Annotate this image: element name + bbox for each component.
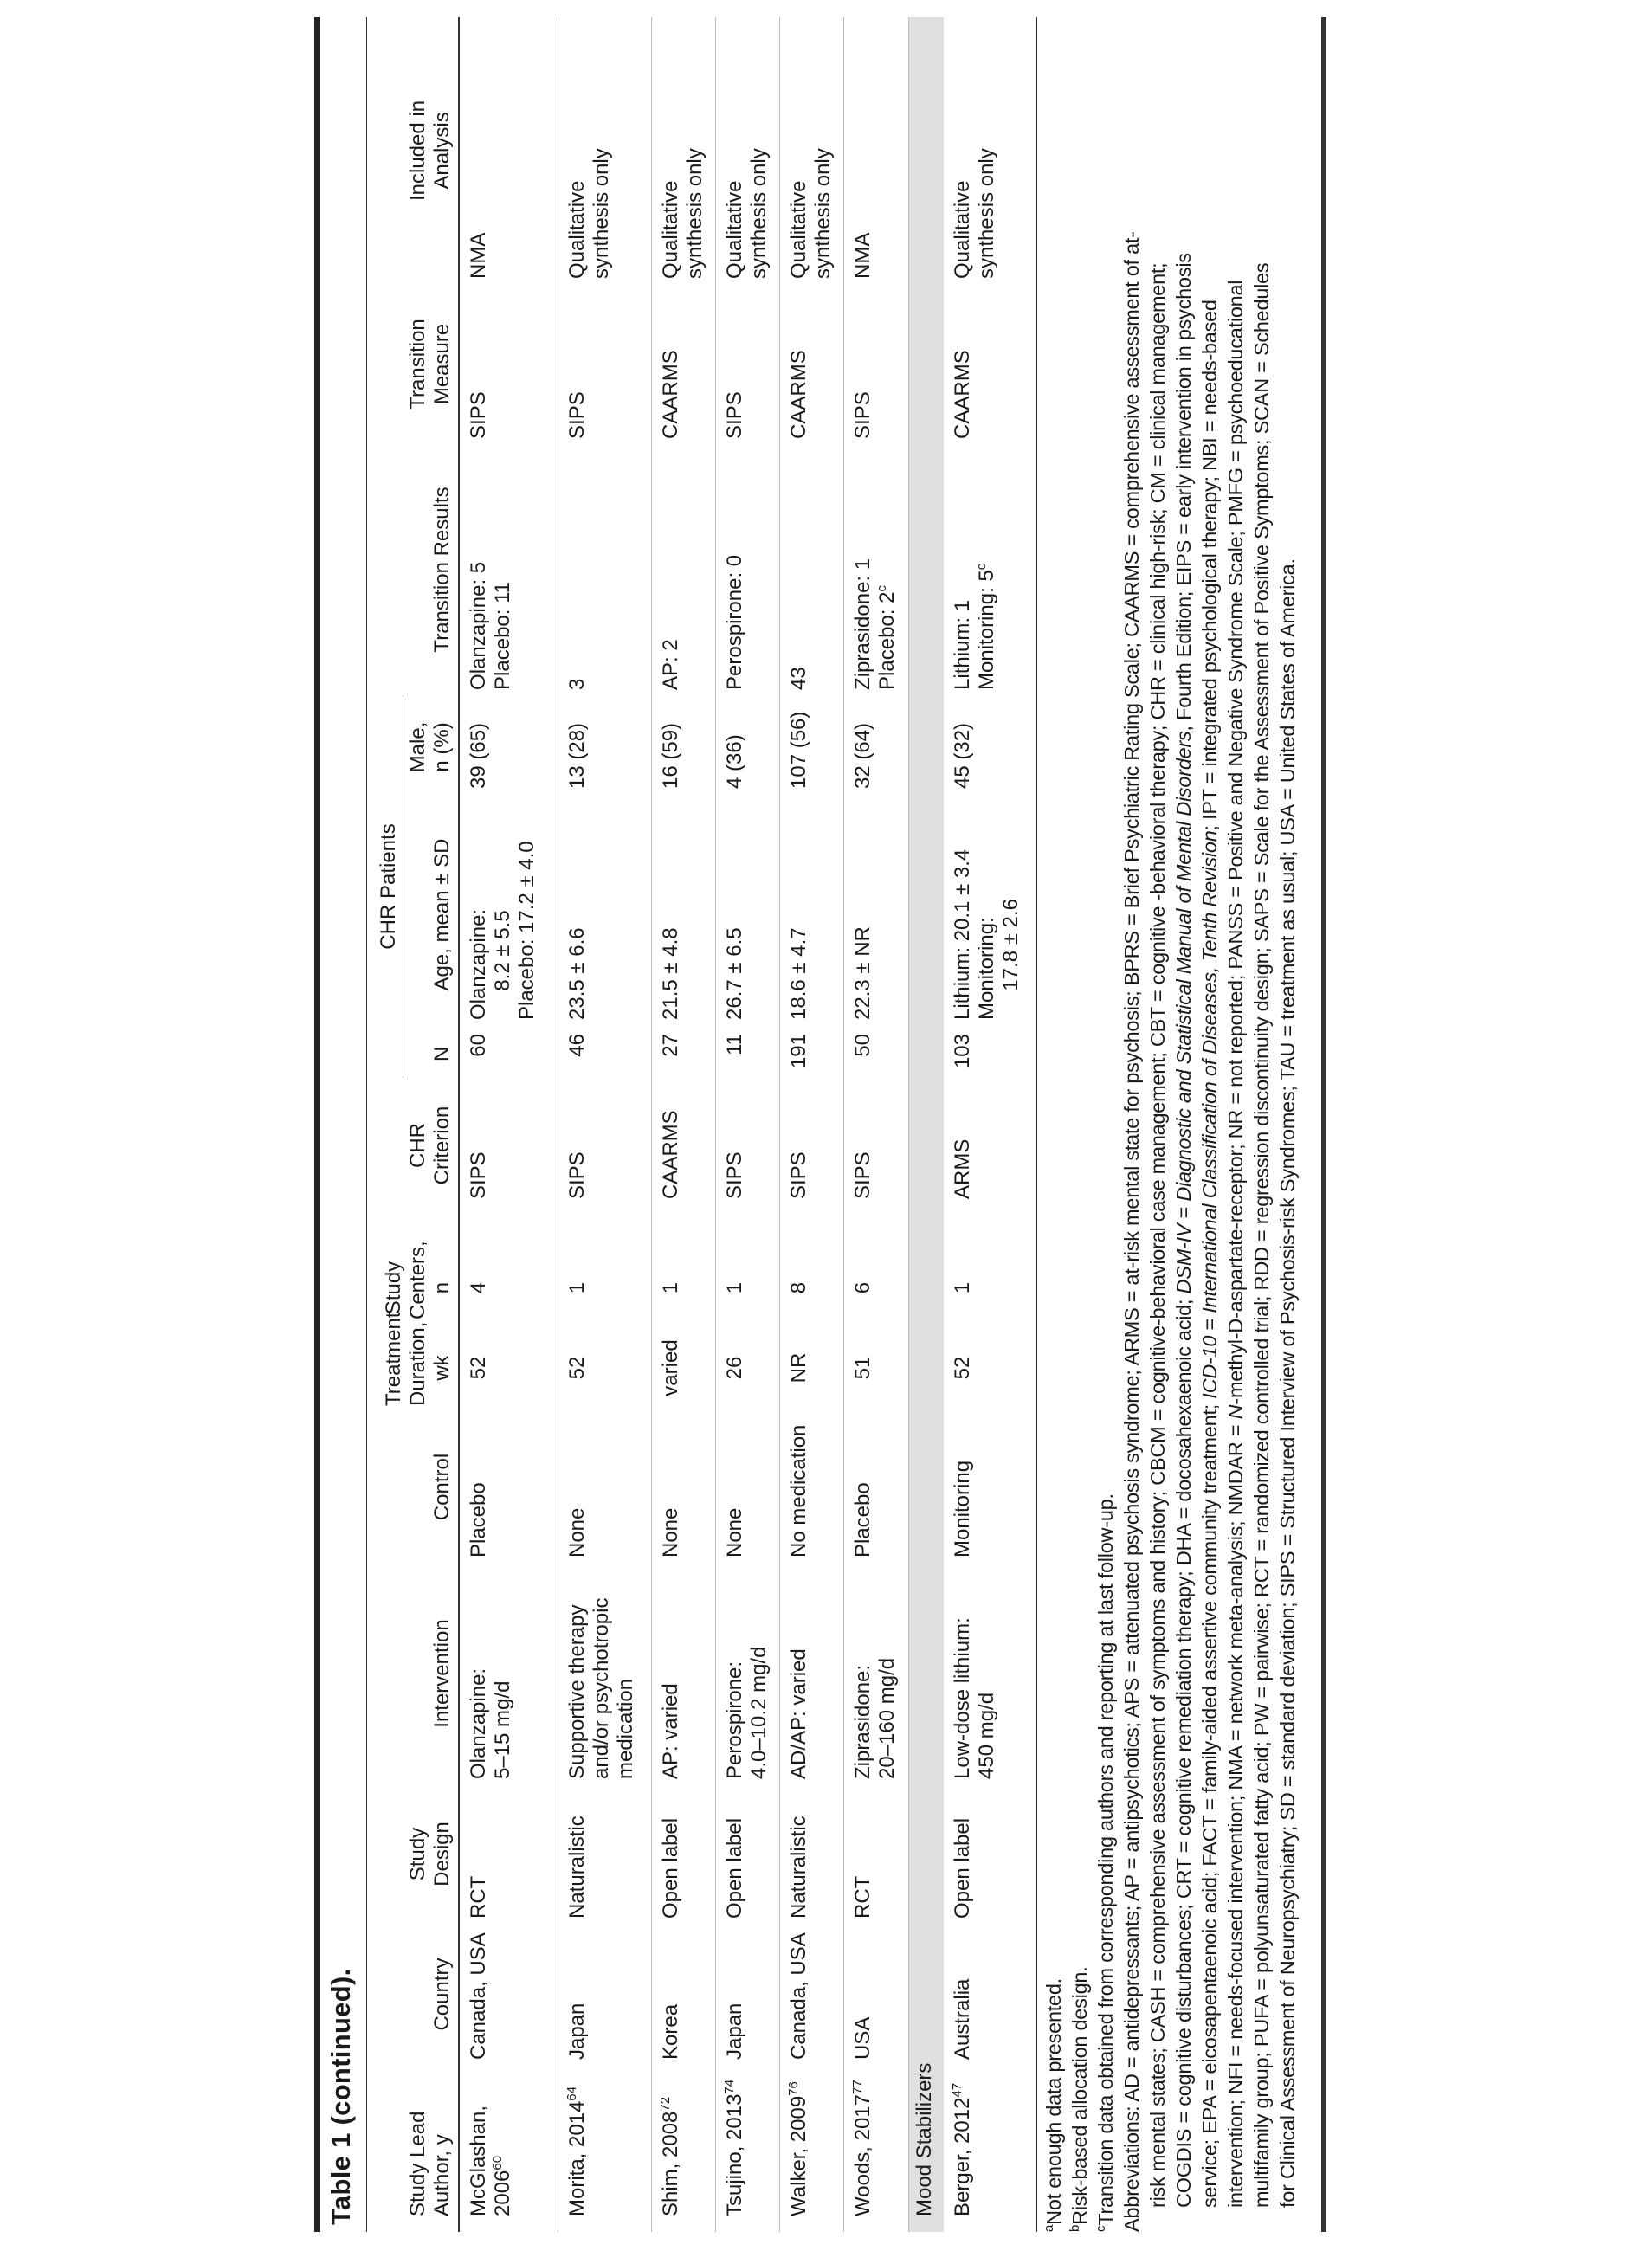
author-text: Shim, 2008 [659, 2111, 682, 2216]
results-text: Perospirone: 0 [723, 554, 746, 690]
results-text: 3 [565, 678, 589, 690]
header-design: Study Design [367, 1784, 459, 1924]
age-text: 18.6 ± 4.7 [787, 927, 810, 1020]
cell-criterion [716, 1078, 780, 1251]
cell-control [459, 1411, 558, 1563]
measure-text: CAARMS [659, 350, 682, 439]
cell-male [652, 695, 716, 799]
control-text: Monitoring [951, 1460, 974, 1558]
author-text: Tsujino, 2013 [723, 2093, 746, 2216]
cell-author [558, 2065, 652, 2232]
cell-centers [844, 1251, 909, 1325]
cell-included [652, 17, 716, 284]
cell-control [716, 1411, 780, 1563]
abbreviations-line [1119, 16, 1145, 2232]
criterion-text: SIPS [851, 1151, 874, 1199]
country-text: Korea [659, 2003, 682, 2060]
duration-text: 52 [565, 1356, 589, 1380]
cell-duration [844, 1325, 909, 1411]
intervention-text: AD/AP: varied [787, 1648, 810, 1779]
cell-criterion [652, 1078, 716, 1251]
cell-n [459, 1030, 558, 1078]
cell-centers [944, 1251, 1036, 1325]
abbreviation-text: N [1224, 1404, 1247, 1420]
cell-age [716, 799, 780, 1030]
n-text: 27 [659, 1034, 682, 1057]
cell-author [652, 2065, 716, 2232]
n-text: 60 [466, 1034, 490, 1057]
control-text: Placebo [851, 1482, 874, 1558]
abbreviation-text: -methyl-D-aspartate-receptor; NR = not reported; PANSS = Positive and Negative Syndrome Scale; PMFG = psychoeducational [1224, 280, 1247, 1405]
country-text: Canada, USA [787, 1932, 810, 2060]
cell-male [716, 695, 780, 799]
n-text: 50 [851, 1034, 874, 1057]
author-text: Walker, 2009 [787, 2095, 810, 2216]
header-male: Male, n (%) [403, 695, 459, 799]
cell-design [780, 1784, 844, 1924]
criterion-text: ARMS [951, 1138, 974, 1199]
section-label: Mood Stabilizers [909, 17, 945, 2232]
measure-text: SIPS [466, 391, 490, 439]
header-criterion: CHR Criterion [367, 1078, 459, 1251]
table-row [780, 17, 844, 2232]
measure-text: SIPS [565, 391, 589, 439]
cell-centers [652, 1251, 716, 1325]
duration-text: varied [659, 1339, 682, 1396]
intervention-text: Perospirone: 4.0–10.2 mg/d [723, 1646, 771, 1779]
reference-number: 64 [565, 2086, 579, 2101]
cell-criterion [780, 1078, 844, 1251]
criterion-text: SIPS [466, 1151, 490, 1199]
cell-criterion [944, 1078, 1036, 1251]
cell-centers [459, 1251, 558, 1325]
cell-country [652, 1924, 716, 2065]
cell-intervention [844, 1563, 909, 1784]
reference-number: 74 [722, 2079, 737, 2094]
cell-n [944, 1030, 1036, 1078]
table-row [716, 17, 780, 2232]
cell-country [780, 1924, 844, 2065]
cell-control [944, 1411, 1036, 1563]
male-text: 32 (64) [851, 722, 874, 789]
male-text: 39 (65) [466, 722, 490, 789]
cell-measure [844, 284, 909, 444]
footnote [1067, 16, 1093, 2232]
cell-measure [652, 284, 716, 444]
abbreviation-text: Diagnostic and Statistical Manual of Mental Disorders [1172, 731, 1195, 1202]
reference-number: 77 [850, 2080, 865, 2094]
author-text: Morita, 2014 [565, 2100, 589, 2216]
cell-male [844, 695, 909, 799]
abbreviation-text: ICD-10 [1198, 1335, 1221, 1399]
criterion-text: SIPS [787, 1151, 810, 1199]
included-text: NMA [851, 232, 874, 279]
cell-intervention [652, 1563, 716, 1784]
cell-design [652, 1784, 716, 1924]
measure-text: CAARMS [951, 350, 974, 439]
reference-number: 60 [489, 2155, 505, 2170]
reference-number: 76 [786, 2081, 801, 2096]
footnote-text: Risk-based allocation design. [1068, 1966, 1091, 2225]
age-text: 22.3 ± NR [851, 926, 874, 1020]
centers-text: 1 [951, 1281, 974, 1294]
studies-table [366, 17, 1037, 2232]
cell-included [780, 17, 844, 284]
footnote-marker: c [874, 585, 889, 592]
country-text: Canada, USA [466, 1932, 490, 2060]
author-text: Woods, 2017 [851, 2094, 874, 2216]
age-text: 23.5 ± 6.6 [565, 927, 589, 1020]
design-text: RCT [851, 1875, 874, 1919]
table-row [944, 17, 1036, 2232]
results-text: 43 [787, 667, 810, 690]
centers-text: 8 [787, 1281, 810, 1294]
cell-age [780, 799, 844, 1030]
cell-design [716, 1784, 780, 1924]
intervention-text: AP: varied [659, 1683, 682, 1779]
male-text: 107 (56) [787, 711, 810, 789]
cell-age [844, 799, 909, 1030]
design-text: Open label [723, 1817, 746, 1919]
included-text: Qualitative synthesis only [951, 148, 998, 279]
abbreviations-line [1274, 16, 1300, 2232]
header-control: Control [367, 1411, 459, 1563]
n-text: 103 [951, 1034, 974, 1069]
cell-control [558, 1411, 652, 1563]
cell-duration [459, 1325, 558, 1411]
table-title: Table 1 (continued). [326, 1968, 356, 2225]
header-author: Study Lead Author, y [367, 2065, 459, 2232]
footnote-mark: b [1068, 2224, 1083, 2232]
included-text: NMA [466, 232, 490, 279]
cell-design [459, 1784, 558, 1924]
cell-male [558, 695, 652, 799]
cell-included [558, 17, 652, 284]
footnote [1041, 16, 1067, 2232]
cell-control [844, 1411, 909, 1563]
centers-text: 1 [565, 1281, 589, 1294]
included-text: Qualitative synthesis only [565, 148, 613, 279]
cell-age [459, 799, 558, 1030]
abbreviation-text: COGDIS = cognitive disturbances; CRT = cognitive remediation therapy; DHA = docosahexaenoic acid; [1172, 1293, 1195, 2208]
intervention-text: Ziprasidone: 20–160 mg/d [851, 1657, 899, 1779]
header-duration: Treatment Duration, wk [367, 1325, 459, 1411]
header-country: Country [367, 1924, 459, 2065]
control-text: None [565, 1507, 589, 1558]
cell-age [652, 799, 716, 1030]
age-text: Olanzapine: 8.2 ± 5.5 Placebo: 17.2 ± 4.0 [466, 841, 539, 1020]
cell-results [652, 444, 716, 695]
header-age: Age, mean ± SD [403, 799, 459, 1030]
cell-country [844, 1924, 909, 2065]
cell-male [459, 695, 558, 799]
cell-n [844, 1030, 909, 1078]
footnote [1093, 16, 1119, 2232]
cell-included [944, 17, 1036, 284]
cell-results [459, 444, 558, 695]
cell-results [558, 444, 652, 695]
cell-measure [780, 284, 844, 444]
criterion-text: SIPS [565, 1151, 589, 1199]
cell-criterion [558, 1078, 652, 1251]
bottom-rule [1321, 17, 1326, 2232]
cell-author [459, 2065, 558, 2232]
included-text: Qualitative synthesis only [787, 148, 835, 279]
intervention-text: Low-dose lithium: 450 mg/d [951, 1617, 998, 1779]
cell-measure [459, 284, 558, 444]
cell-country [459, 1924, 558, 2065]
cell-control [780, 1411, 844, 1563]
abbreviation-text: International Classification of Diseases, Tenth Revision [1198, 830, 1221, 1313]
cell-design [944, 1784, 1036, 1924]
abbreviation-text: , Fourth Edition; EIPS = early intervention in psychosis [1172, 253, 1195, 732]
included-text: Qualitative synthesis only [659, 148, 707, 279]
cell-duration [944, 1325, 1036, 1411]
abbreviations-line [1223, 16, 1249, 2232]
design-text: Naturalistic [787, 1816, 810, 1919]
criterion-text: CAARMS [659, 1110, 682, 1199]
cell-centers [558, 1251, 652, 1325]
duration-text: 52 [951, 1356, 974, 1380]
cell-centers [716, 1251, 780, 1325]
control-text: None [723, 1507, 746, 1558]
male-text: 13 (28) [565, 722, 589, 789]
cell-intervention [944, 1563, 1036, 1784]
cell-author [944, 2065, 1036, 2232]
abbreviation-text: Abbreviations: AD = antidepressants; AP = antipsychotics; APS = attenuated psychosis syndrome; ARMS = at-risk mental state for psychosis; BPRS = Brief Psychiatric Rating Scale; CAARMS = comprehensive assessment of at- [1120, 231, 1143, 2232]
duration-text: 51 [851, 1356, 874, 1380]
cell-duration [652, 1325, 716, 1411]
cell-results [944, 444, 1036, 695]
intervention-text: Supportive therapy and/or psychotropic medication [565, 1597, 637, 1779]
n-text: 11 [723, 1034, 746, 1055]
cell-measure [944, 284, 1036, 444]
results-text: Lithium: 1 Monitoring: 5 [951, 570, 998, 690]
results-text: AP: 2 [659, 639, 682, 690]
table-row [558, 17, 652, 2232]
cell-age [944, 799, 1036, 1030]
country-text: USA [851, 2016, 874, 2060]
abbreviation-text: = [1172, 1201, 1195, 1224]
header-n: N [403, 1030, 459, 1078]
abbreviation-text: DSM-IV [1172, 1223, 1195, 1294]
cell-male [780, 695, 844, 799]
abbreviation-text: multifamily group; PUFA = polyunsaturated fatty acid; PW = pairwise; RCT = randomized controlled trial; RDD = regression discontinuity design; SAPS = Scale for the Assessment of Positive Symptoms; SCAN = Schedules [1250, 262, 1273, 2208]
cell-included [844, 17, 909, 284]
cell-author [844, 2065, 909, 2232]
abbreviations-line [1171, 16, 1197, 2232]
control-text: Placebo [466, 1482, 490, 1558]
criterion-text: SIPS [723, 1151, 746, 1199]
duration-text: 52 [466, 1356, 490, 1380]
section-row [909, 17, 945, 2232]
cell-measure [558, 284, 652, 444]
top-rule [314, 17, 320, 2232]
cell-design [844, 1784, 909, 1924]
cell-n [780, 1030, 844, 1078]
table-row [844, 17, 909, 2232]
abbreviations-line [1197, 16, 1223, 2232]
n-text: 191 [787, 1034, 810, 1069]
country-text: Japan [723, 2003, 746, 2060]
footnote-text: Transition data obtained from corresponding authors and reporting at last follow-up. [1094, 1493, 1117, 2226]
cell-n [716, 1030, 780, 1078]
country-text: Japan [565, 2003, 589, 2060]
footnotes [1041, 16, 1300, 2232]
male-text: 45 (32) [951, 722, 974, 789]
abbreviation-text: for Clinical Assessment of Neuropsychiatry; SD = standard deviation; SIPS = Structured Interview of Psychosis-risk Syndromes; TAU = treatment as usual; USA = United States of America. [1276, 558, 1299, 2208]
cell-control [652, 1411, 716, 1563]
centers-text: 6 [851, 1281, 874, 1294]
cell-intervention [780, 1563, 844, 1784]
footnote-text: Not enough data presented. [1042, 1978, 1065, 2225]
n-text: 46 [565, 1034, 589, 1057]
cell-duration [558, 1325, 652, 1411]
table-body [459, 17, 1037, 2232]
results-text: Ziprasidone: 1 Placebo: 2 [851, 558, 899, 690]
age-text: 26.7 ± 6.5 [723, 927, 746, 1020]
reference-number: 72 [658, 2096, 673, 2112]
cell-criterion [844, 1078, 909, 1251]
centers-text: 4 [466, 1281, 490, 1294]
control-text: None [659, 1507, 682, 1558]
header-centers: Study Centers, n [367, 1251, 459, 1325]
header-included: Included in Analysis [367, 17, 459, 284]
measure-text: SIPS [851, 391, 874, 439]
footnote-mark: a [1042, 2224, 1057, 2232]
male-text: 16 (59) [659, 722, 682, 789]
author-text: Berger, 2012 [951, 2097, 974, 2216]
cell-country [716, 1924, 780, 2065]
cell-country [944, 1924, 1036, 2065]
table-row [652, 17, 716, 2232]
included-text: Qualitative synthesis only [723, 148, 771, 279]
cell-results [844, 444, 909, 695]
abbreviation-text: ; IPT = integrated psychological therapy; NBI = needs-based [1198, 300, 1221, 831]
cell-duration [780, 1325, 844, 1411]
cell-n [652, 1030, 716, 1078]
cell-author [716, 2065, 780, 2232]
results-text: Olanzapine: 5 Placebo: 11 [466, 561, 514, 690]
duration-text: 26 [723, 1356, 746, 1380]
cell-intervention [558, 1563, 652, 1784]
cell-criterion [459, 1078, 558, 1251]
cell-age [558, 799, 652, 1030]
cell-intervention [459, 1563, 558, 1784]
header-chr-patients: CHR Patients [367, 695, 403, 1078]
abbreviations-line [1249, 16, 1274, 2232]
abbreviations-line [1145, 16, 1171, 2232]
age-text: 21.5 ± 4.8 [659, 927, 682, 1020]
measure-text: CAARMS [787, 350, 810, 439]
design-text: RCT [466, 1875, 490, 1919]
male-text: 4 (36) [723, 734, 746, 789]
header-intervention: Intervention [367, 1563, 459, 1784]
abbreviation-text: service; EPA = eicosapentaenoic acid; FACT = family-aided assertive community treatment; [1198, 1398, 1221, 2208]
design-text: Open label [951, 1817, 974, 1919]
header-measure: Transition Measure [367, 284, 459, 444]
cell-measure [716, 284, 780, 444]
design-text: Naturalistic [565, 1816, 589, 1919]
measure-text: SIPS [723, 391, 746, 439]
centers-text: 1 [659, 1281, 682, 1294]
age-text: Lithium: 20.1 ± 3.4 Monitoring: 17.8 ± 2.6 [951, 848, 1023, 1020]
centers-text: 1 [723, 1281, 746, 1294]
cell-male [944, 695, 1036, 799]
footnote-mark: c [1094, 2225, 1109, 2232]
abbreviation-text: = [1198, 1313, 1221, 1336]
intervention-text: Olanzapine: 5–15 mg/d [466, 1667, 514, 1779]
cell-intervention [716, 1563, 780, 1784]
cell-n [558, 1030, 652, 1078]
table-row [459, 17, 558, 2232]
header-results: Transition Results [367, 444, 459, 695]
author-text: McGlashan, 2006 [466, 2105, 514, 2216]
cell-centers [780, 1251, 844, 1325]
control-text: No medication [787, 1424, 810, 1558]
country-text: Australia [951, 1978, 974, 2060]
cell-design [558, 1784, 652, 1924]
cell-included [459, 17, 558, 284]
cell-included [716, 17, 780, 284]
design-text: Open label [659, 1817, 682, 1919]
cell-results [780, 444, 844, 695]
cell-author [780, 2065, 844, 2232]
duration-text: NR [787, 1352, 810, 1383]
abbreviation-text: risk mental states; CASH = comprehensive assessment of symptoms and history; CBCM = cognitive-behavioral case management; CBT = cognitive -behavioral therapy; CHR = clinical high-risk; CM = clinical management; [1146, 262, 1169, 2208]
cell-duration [716, 1325, 780, 1411]
cell-results [716, 444, 780, 695]
cell-country [558, 1924, 652, 2065]
footnote-marker: c [974, 563, 989, 571]
reference-number: 47 [950, 2082, 965, 2098]
abbreviation-text: intervention; NFI = needs-focused intervention; NMA = network meta-analysis; NMDAR = [1224, 1419, 1247, 2208]
